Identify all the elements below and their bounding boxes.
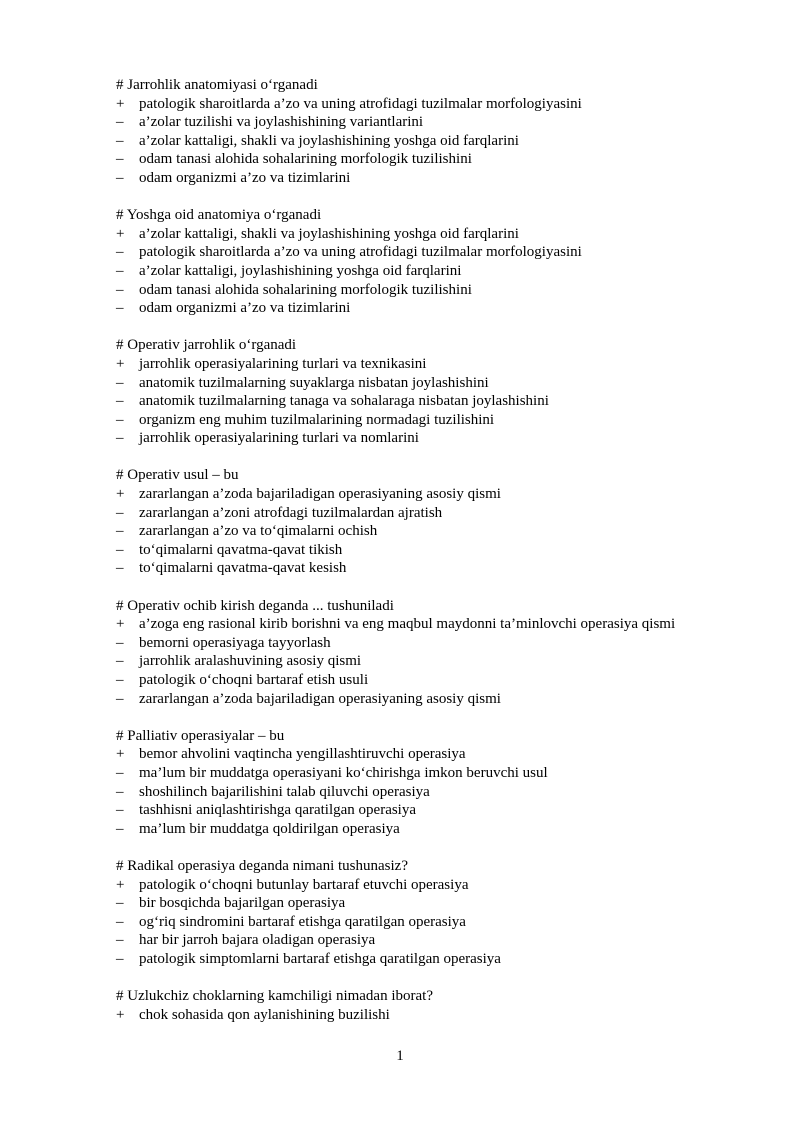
answer-marker: – <box>116 393 124 410</box>
wrong-answer <box>116 559 696 578</box>
question-block <box>116 76 696 188</box>
answer-marker: + <box>116 1006 125 1023</box>
answer-marker: – <box>116 895 124 912</box>
answer-marker: + <box>116 486 125 503</box>
answer-marker: + <box>116 746 125 763</box>
answer-text: to‘qimalarni qavatma-qavat tikish <box>139 541 343 558</box>
question-title: # Jarrohlik anatomiyasi o‘rganadi <box>116 77 318 93</box>
wrong-answer <box>116 801 696 820</box>
answer-text: bir bosqichda bajarilgan operasiya <box>139 895 346 912</box>
question-block <box>116 987 696 1024</box>
answer-marker: – <box>116 541 124 558</box>
answer-marker: – <box>116 690 124 707</box>
answer-marker: – <box>116 281 124 298</box>
answer-text: ma’lum bir muddatga operasiyani ko‘chirishga imkon beruvchi usul <box>139 764 548 781</box>
wrong-answer <box>116 652 696 671</box>
answer-marker: – <box>116 802 124 819</box>
correct-answer <box>116 485 696 504</box>
wrong-answer <box>116 429 696 448</box>
question-title: # Operativ usul – bu <box>116 467 239 484</box>
answer-marker: – <box>116 374 124 391</box>
question-block <box>116 597 696 709</box>
answer-marker: – <box>116 504 124 521</box>
wrong-answer <box>116 504 696 523</box>
answer-text: patologik sharoitlarda a’zo va uning atrofidagi tuzilmalar morfologiyasini <box>139 95 582 112</box>
wrong-answer <box>116 150 696 169</box>
page-number: 1 <box>396 1048 404 1064</box>
question-title: # Yoshga oid anatomiya o‘rganadi <box>116 207 322 224</box>
answer-text: bemor ahvolini vaqtincha yengillashtiruvchi operasiya <box>139 746 466 763</box>
correct-answer <box>116 615 696 634</box>
wrong-answer <box>116 820 696 839</box>
answer-marker: + <box>116 95 125 112</box>
answer-marker: – <box>116 411 124 428</box>
correct-answer <box>116 225 696 244</box>
wrong-answer <box>116 411 696 430</box>
wrong-answer <box>116 169 696 188</box>
wrong-answer <box>116 522 696 541</box>
answer-marker: + <box>116 616 125 633</box>
answer-marker: – <box>116 764 124 781</box>
answer-text: a’zoga eng rasional kirib borishni va eng maqbul maydonni ta’minlovchi operasiya qismi <box>139 616 676 633</box>
question-title: # Radikal operasiya deganda nimani tushunasiz? <box>116 857 408 874</box>
wrong-answer <box>116 764 696 783</box>
answer-marker: – <box>116 300 124 317</box>
document-body <box>116 76 696 1043</box>
wrong-answer <box>116 931 696 950</box>
answer-text: jarrohlik operasiyalarining turlari va nomlarini <box>139 430 419 447</box>
answer-text: zararlangan a’zoni atrofdagi tuzilmalardan ajratish <box>139 504 443 521</box>
answer-text: zararlangan a’zo va to‘qimalarni ochish <box>139 523 378 540</box>
answer-marker: – <box>116 169 124 186</box>
wrong-answer <box>116 950 696 969</box>
answer-text: jarrohlik aralashuvining asosiy qismi <box>139 653 362 670</box>
question-block <box>116 466 696 578</box>
wrong-answer <box>116 783 696 802</box>
answer-marker: – <box>116 653 124 670</box>
answer-text: a’zolar kattaligi, shakli va joylashishining yoshga oid farqlarini <box>139 132 519 149</box>
wrong-answer <box>116 634 696 653</box>
wrong-answer <box>116 690 696 709</box>
answer-text: odam organizmi a’zo va tizimlarini <box>139 300 351 317</box>
answer-marker: – <box>116 913 124 930</box>
answer-marker: + <box>116 355 125 372</box>
answer-marker: – <box>116 151 124 168</box>
wrong-answer <box>116 243 696 262</box>
answer-text: zararlangan a’zoda bajariladigan operasiyaning asosiy qismi <box>139 690 501 707</box>
answer-text: shoshilinch bajarilishini talab qiluvchi operasiya <box>139 783 430 800</box>
answer-text: odam organizmi a’zo va tizimlarini <box>139 169 351 186</box>
wrong-answer <box>116 392 696 411</box>
answer-text: anatomik tuzilmalarning tanaga va sohalaraga nisbatan joylashishini <box>139 393 549 410</box>
answer-marker: – <box>116 132 124 149</box>
answer-marker: – <box>116 672 124 688</box>
answer-text: bemorni operasiyaga tayyorlash <box>139 634 331 651</box>
answer-text: a’zolar kattaligi, shakli va joylashishining yoshga oid farqlarini <box>139 225 519 242</box>
answer-text: to‘qimalarni qavatma-qavat kesish <box>139 560 347 577</box>
answer-marker: – <box>116 560 124 577</box>
answer-marker: – <box>116 114 124 131</box>
answer-marker: – <box>116 820 124 837</box>
answer-marker: – <box>116 244 124 261</box>
answer-text: zararlangan a’zoda bajariladigan operasiyaning asosiy qismi <box>139 486 501 503</box>
question-title: # Uzlukchiz choklarning kamchiligi nimadan iborat? <box>116 988 433 1005</box>
answer-text: odam tanasi alohida sohalarining morfologik tuzilishini <box>139 151 472 168</box>
answer-text: patologik o‘choqni butunlay bartaraf etuvchi operasiya <box>139 876 469 893</box>
answer-text: a’zolar kattaligi, joylashishining yoshga oid farqlarini <box>139 262 462 279</box>
answer-text: anatomik tuzilmalarning suyaklarga nisbatan joylashishini <box>139 374 489 391</box>
question-block <box>116 206 696 318</box>
correct-answer <box>116 1006 696 1025</box>
answer-text: jarrohlik operasiyalarining turlari va texnikasini <box>139 355 427 372</box>
correct-answer <box>116 876 696 895</box>
answer-marker: + <box>116 225 125 242</box>
answer-text: patologik simptomlarni bartaraf etishga qaratilgan operasiya <box>139 950 501 967</box>
answer-text: ma’lum bir muddatga qoldirilgan operasiya <box>139 820 400 837</box>
question-block <box>116 727 696 839</box>
answer-marker: – <box>116 783 124 800</box>
answer-marker: – <box>116 430 124 447</box>
wrong-answer <box>116 262 696 281</box>
question-title: # Operativ jarrohlik o‘rganadi <box>116 337 297 354</box>
question-title: # Palliativ operasiyalar – bu <box>116 727 285 744</box>
wrong-answer <box>116 299 696 318</box>
correct-answer <box>116 95 696 114</box>
wrong-answer <box>116 281 696 300</box>
answer-text: patologik sharoitlarda a’zo va uning atrofidagi tuzilmalar morfologiyasini <box>139 244 582 261</box>
answer-marker: – <box>116 634 124 651</box>
question-block <box>116 336 696 448</box>
answer-marker: – <box>116 523 124 540</box>
answer-marker: – <box>116 950 124 967</box>
question-block <box>116 857 696 969</box>
answer-text: tashhisni aniqlashtirishga qaratilgan operasiya <box>139 802 417 819</box>
wrong-answer <box>116 113 696 132</box>
answer-text: a’zolar tuzilishi va joylashishining variantlarini <box>139 114 424 131</box>
correct-answer <box>116 745 696 764</box>
wrong-answer <box>116 374 696 393</box>
answer-text: har bir jarroh bajara oladigan operasiya <box>139 932 376 949</box>
wrong-answer <box>116 913 696 932</box>
answer-text: chok sohasida qon aylanishining buzilishi <box>139 1006 390 1023</box>
correct-answer <box>116 355 696 374</box>
question-title: # Operativ ochib kirish deganda ... tushuniladi <box>116 597 394 614</box>
wrong-answer <box>116 541 696 560</box>
wrong-answer <box>116 132 696 151</box>
answer-text: organizm eng muhim tuzilmalarining normadagi tuzilishini <box>139 411 495 428</box>
answer-marker: + <box>116 876 125 893</box>
answer-marker: – <box>116 262 124 279</box>
wrong-answer <box>116 671 696 690</box>
answer-text: og‘riq sindromini bartaraf etishga qaratilgan operasiya <box>139 913 466 930</box>
answer-text: patologik o‘choqni bartaraf etish usuli <box>139 672 369 688</box>
answer-text: odam tanasi alohida sohalarining morfologik tuzilishini <box>139 281 472 298</box>
answer-marker: – <box>116 932 124 949</box>
wrong-answer <box>116 894 696 913</box>
